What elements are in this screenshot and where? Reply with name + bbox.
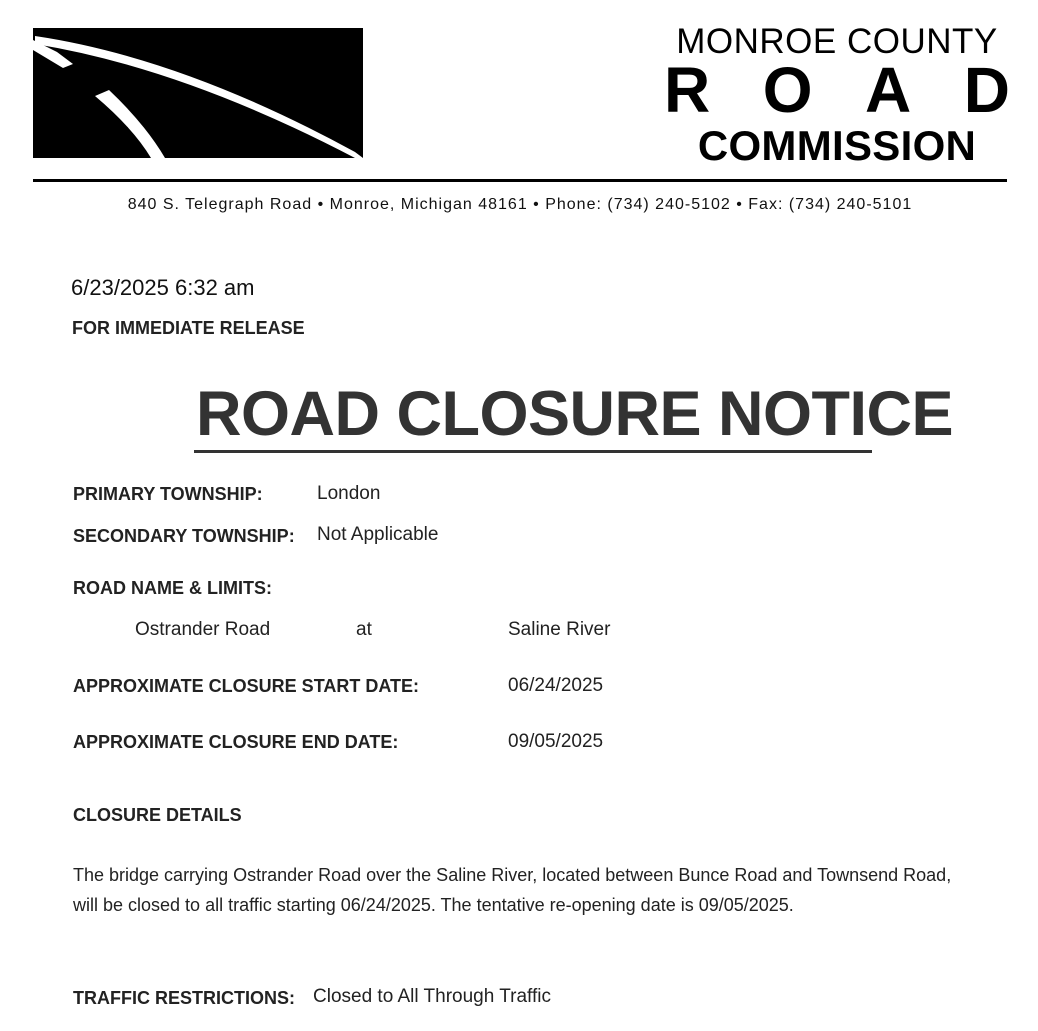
secondary-township-label: SECONDARY TOWNSHIP: — [73, 526, 295, 546]
closure-start-label: APPROXIMATE CLOSURE START DATE: — [73, 676, 419, 696]
closure-details-text: The bridge carrying Ostrander Road over the Saline River, located between Bunce Road and Townsend Road, will be closed to all traffic starting 06/24/2025. The tentative re-opening date is 09/05/2025. — [73, 865, 952, 915]
org-letter: R — [664, 54, 711, 126]
closure-end-label: APPROXIMATE CLOSURE END DATE: — [73, 732, 399, 752]
org-letter: A — [865, 54, 912, 126]
road-limits-label: ROAD NAME & LIMITS: — [73, 578, 272, 598]
closure-end-value: 09/05/2025 — [508, 731, 604, 752]
timestamp: 6/23/2025 6:32 am — [71, 275, 255, 300]
org-letter: D — [963, 54, 1010, 126]
org-name-line1: MONROE COUNTY — [676, 22, 998, 61]
release-label: FOR IMMEDIATE RELEASE — [72, 318, 305, 338]
org-letter: O — [762, 54, 813, 126]
traffic-restrictions-value: Closed to All Through Traffic — [313, 986, 551, 1007]
primary-township-label: PRIMARY TOWNSHIP: — [73, 484, 263, 504]
road-limit: Saline River — [508, 619, 611, 640]
traffic-restrictions-label: TRAFFIC RESTRICTIONS: — [73, 988, 295, 1008]
org-name-line2 — [664, 54, 1010, 126]
primary-township-value: London — [317, 483, 381, 504]
closure-details-heading: CLOSURE DETAILS — [73, 805, 242, 825]
secondary-township-value: Not Applicable — [317, 524, 439, 545]
org-name-line3: COMMISSION — [697, 122, 977, 169]
header-divider — [33, 179, 1007, 182]
closure-start-value: 06/24/2025 — [508, 675, 604, 696]
road-relation: at — [356, 619, 372, 640]
org-address: 840 S. Telegraph Road • Monroe, Michigan 48161 • Phone: (734) 240-5102 • Fax: (734) 240-5101 — [127, 196, 913, 213]
notice-title: ROAD CLOSURE NOTICE — [196, 379, 954, 449]
road-name: Ostrander Road — [135, 619, 271, 640]
road-logo — [33, 28, 363, 158]
title-underline — [194, 450, 872, 453]
